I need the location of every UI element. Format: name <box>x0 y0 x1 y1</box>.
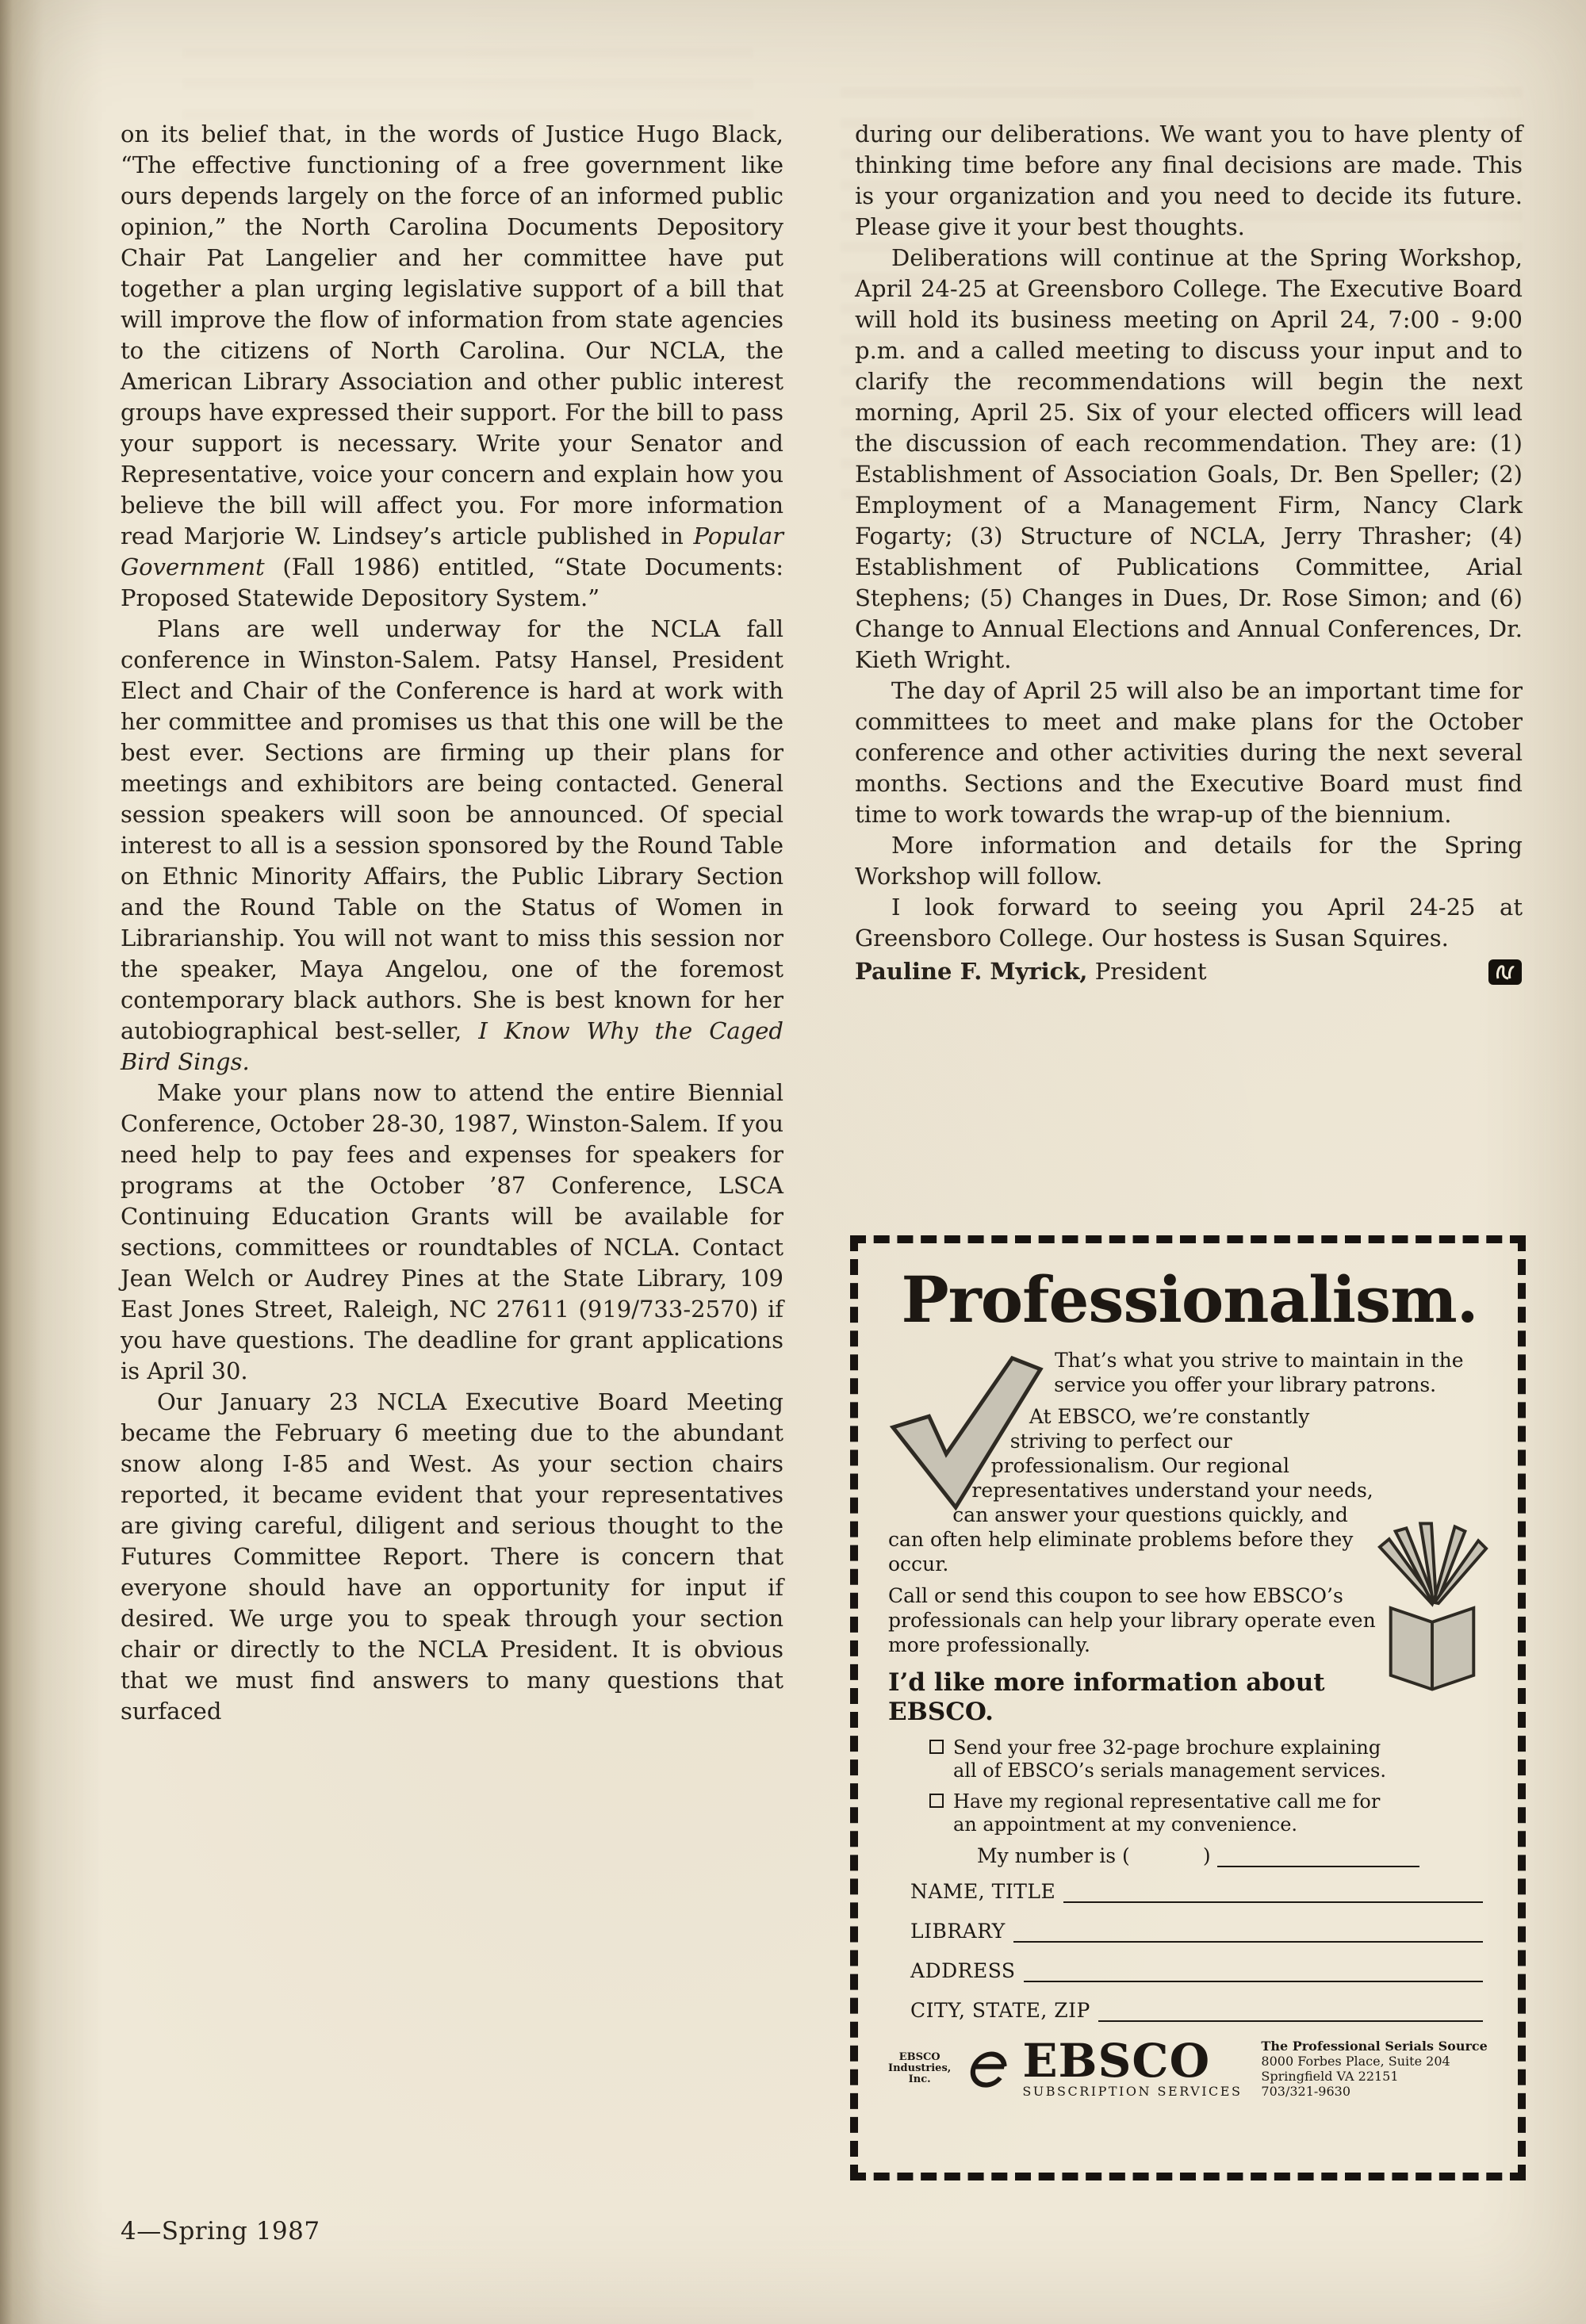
address-line: Springfield VA 22151 <box>1261 2069 1399 2084</box>
industries-line: EBSCO <box>898 2051 940 2063</box>
paragraph: on its belief that, in the words of Justice Hugo Black, “The effective functioning of a free government like ours depends largely on the force of an informed public opinion,” the North Carolina Documents Depository Chair Pat Langelier and her committee have put together a plan urging legislative support of a bill that will improve the flow of information from state agencies to the citizens of North Carolina. Our NCLA, the American Library Association and other public interest groups have expressed their support. For the bill to pass your support is necessary. Write your Senator and Representative, voice your concern and explain how you believe the bill will affect you. For more information read Marjorie W. Lindsey’s article published in Popular Government (Fall 1986) entitled, “State Documents: Proposed Statewide Depository System.” <box>121 121 783 611</box>
byline-text <box>855 956 1207 987</box>
byline-name: Pauline F. Myrick, <box>855 958 1088 985</box>
ebsco-name: EBSCO <box>1022 2033 1211 2088</box>
byline-title: President <box>1087 958 1207 985</box>
paragraph: Make your plans now to attend the entire Biennial Conference, October 28-30, 1987, Winston-Salem. If you need help to pay fees and expenses for speakers for programs at the October ’87 Conference, LSCA Continuing Education Grants will be available for sections, committees or roundtables of NCLA. Contact Jean Welch or Audrey Pines at the State Library, 109 East Jones Street, Raleigh, NC 27611 (919/733-2570) if you have questions. The deadline for grant applications is April 30. <box>121 1079 783 1384</box>
field-label: LIBRARY <box>910 1920 1006 1943</box>
paragraph: Our January 23 NCLA Executive Board Meeting became the February 6 meeting due to the abundant snow along I-85 and West. As your section chairs reported, it became evident that your representatives are giving careful, diligent and serious thought to the Futures Committee Report. There is concern that everyone should have an opportunity for input if desired. We urge you to speak through your section chair or directly to the NCLA President. It is obvious that we must find answers to many questions that surfaced <box>121 1388 783 1725</box>
form-field-library <box>910 1920 1483 1943</box>
paragraph: The day of April 25 will also be an important time for committees to meet and make plans for the October conference and other activities during the next several months. Sections and the Executive Board must find time to work towards the wrap-up of the biennium. <box>855 677 1523 828</box>
address-line: 703/321-9630 <box>1261 2084 1351 2099</box>
field-label: CITY, STATE, ZIP <box>910 1999 1090 2022</box>
paragraph: I look forward to seeing you April 24-25 at Greensboro College. Our hostess is Susan Squires. <box>855 894 1523 951</box>
ebsco-wordmark <box>1022 2033 1243 2099</box>
field-blank-line <box>1013 1923 1483 1943</box>
form-field-city-state-zip <box>910 1999 1483 2022</box>
ebsco-address-block <box>1261 2039 1487 2099</box>
byline <box>855 956 1523 987</box>
checkbox-icon <box>929 1794 944 1808</box>
field-blank-line <box>1098 2002 1483 2022</box>
coupon-heading: I’d like more information about EBSCO. <box>888 1668 1325 1726</box>
field-blank-line <box>1063 1883 1483 1903</box>
ad-headline: Professionalism. <box>901 1262 1478 1337</box>
phone-number-field <box>977 1844 1491 1867</box>
address-line: 8000 Forbes Place, Suite 204 <box>1261 2054 1450 2069</box>
right-column-paragraphs <box>855 119 1523 954</box>
paragraph: Deliberations will continue at the Spring Workshop, April 24-25 at Greensboro College. The Executive Board will hold its business meeting on April 24, 7:00 - 9:00 p.m. and a called meeting to discuss your input and to clarify the recommendations will begin the next morning, April 25. Six of your elected officers will lead the discussion of each recommendation. They are: (1) Establishment of Association Goals, Dr. Ben Speller; (2) Employment of a Management Firm, Nancy Clark Fogarty; (3) Structure of NCLA, Jerry Thrasher; (4) Establishment of Publications Committee, Arial Stephens; (5) Changes in Dues, Dr. Rose Simon; and (6) Change to Annual Elections and Annual Conferences, Dr. Kieth Wright. <box>855 244 1523 673</box>
coupon-option-label: Have my regional representative call me for an appointment at my convenience. <box>953 1790 1381 1836</box>
ebsco-industries-text <box>888 2052 951 2085</box>
ad-paragraph: That’s what you strive to maintain in the service you offer your library patrons. <box>1054 1349 1464 1396</box>
ad-paragraph: Call or send this coupon to see how EBSCO’s professionals can help your library operate even more professionally. <box>888 1584 1376 1656</box>
industries-line: Industries, <box>888 2062 952 2074</box>
field-label: ADDRESS <box>910 1959 1016 1982</box>
phone-blank-line <box>1217 1847 1419 1867</box>
article-endmark-icon <box>1488 959 1523 986</box>
field-blank-line <box>1024 1962 1483 1982</box>
ad-body <box>888 1348 1491 1657</box>
form-field-address <box>910 1959 1483 1982</box>
left-column <box>121 119 783 1727</box>
page-footer: 4—Spring 1987 <box>121 2217 320 2246</box>
left-column-paragraphs <box>121 119 783 1727</box>
ebsco-logo-icon <box>962 2044 1011 2093</box>
checkbox-icon <box>929 1740 944 1754</box>
ebsco-subscription-services: SUBSCRIPTION SERVICES <box>1022 2083 1243 2099</box>
open-book-icon <box>1373 1521 1491 1694</box>
paragraph: during our deliberations. We want you to have plenty of thinking time before any final decisions are made. This is your organization and you need to decide its future. Please give it your best thoughts. <box>855 121 1523 240</box>
phone-label-close: ) <box>1202 1844 1211 1867</box>
industries-line: Inc. <box>908 2073 931 2085</box>
ebsco-logo-block <box>888 2033 1491 2099</box>
coupon-option-label: Send your free 32-page brochure explaining all of EBSCO’s serials management services. <box>953 1736 1386 1782</box>
ad-paragraph: At EBSCO, we’re constantly striving to perfect our professionalism. Our regional representatives understand your needs, can answer your questions quickly, and can often help eliminate problems before they occur. <box>888 1405 1373 1575</box>
field-label: NAME, TITLE <box>910 1880 1056 1903</box>
coupon-option-representative <box>929 1790 1491 1836</box>
ebsco-tagline: The Professional Serials Source <box>1261 2039 1488 2054</box>
ebsco-advertisement <box>850 1235 1526 2180</box>
right-column <box>855 119 1523 987</box>
phone-label: My number is ( <box>977 1844 1130 1867</box>
paragraph: More information and details for the Spring Workshop will follow. <box>855 832 1523 890</box>
paragraph: Plans are well underway for the NCLA fall conference in Winston-Salem. Patsy Hansel, President Elect and Chair of the Conference is hard at work with her committee and promises us that this one will be the best ever. Sections are firming up their plans for meetings and exhibitors are being contacted. General session speakers will soon be announced. Of special interest to all is a session sponsored by the Round Table on Ethnic Minority Affairs, the Public Library Section and the Round Table on the Status of Women in Librarianship. You will not want to miss this session nor the speaker, Maya Angelou, one of the foremost contemporary black authors. She is best known for her autobiographical best-seller, I Know Why the Caged Bird Sings. <box>121 615 783 1075</box>
form-field-name-title <box>910 1880 1483 1903</box>
coupon-option-brochure <box>929 1736 1491 1782</box>
